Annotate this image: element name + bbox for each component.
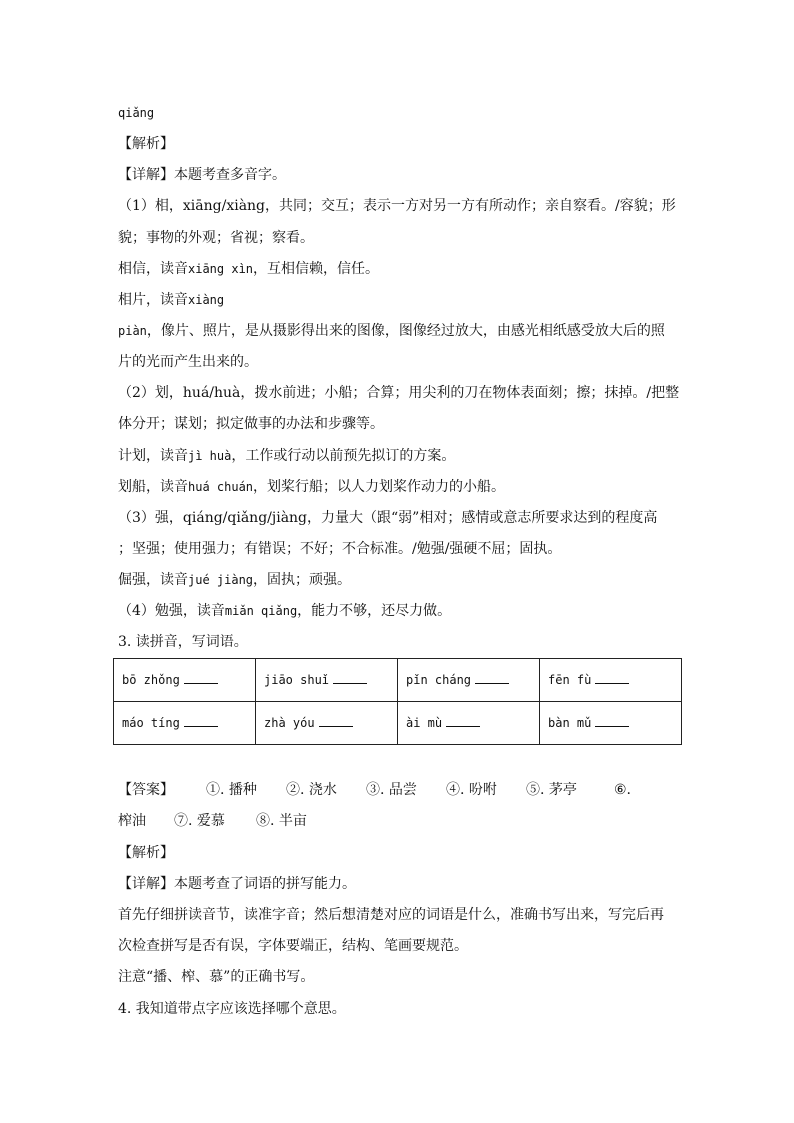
section-heading-analysis: 【解析】 (118, 845, 174, 861)
text-line (118, 259, 678, 279)
pinyin-text: xiàng (188, 293, 225, 307)
answer-item: ④. 吩咐 (446, 782, 497, 798)
text-line (118, 601, 678, 621)
answer-item: ①. 播种 (206, 782, 257, 798)
pinyin-text: jiāo shuǐ (264, 673, 330, 687)
table-cell (540, 659, 682, 702)
text-line: （2）划，huá/huà，拨水前进；小船；合算；用尖利的刀在物体表面刻；擦；抹掉。/把整 (118, 385, 680, 401)
text-line: 注意“播、榨、慕”的正确书写。 (118, 969, 315, 985)
pinyin-text: jì huà (188, 449, 232, 463)
text-line (118, 570, 678, 590)
answer-item: 榨油 (118, 813, 146, 829)
text-line: ；坚强；使用强力；有错误；不好；不合标准。/勉强/强硬不屈；固执。 (118, 541, 562, 557)
text-line (118, 477, 678, 497)
text-segment: 倔强，读音 (118, 572, 188, 588)
pinyin-text: bàn mǔ (548, 716, 592, 730)
pinyin-text: bō zhǒng (122, 673, 180, 687)
text-line: 【详解】本题考查了词语的拼写能力。 (118, 876, 356, 892)
pinyin-text: fēn fù (548, 673, 592, 687)
table-cell (114, 659, 256, 702)
answer-blank (475, 673, 509, 684)
answer-item: ⑦. 爱慕 (174, 813, 225, 829)
answer-blank (319, 716, 353, 727)
text-segment: 计划，读音 (118, 448, 188, 464)
text-segment: ，互相信赖，信任。 (253, 261, 380, 277)
answer-item: ③. 品尝 (366, 782, 417, 798)
text-segment: 划船，读音 (118, 479, 188, 495)
question-title: 3. 读拼音，写词语。 (118, 634, 248, 650)
pinyin-text: pǐn cháng (406, 673, 472, 687)
text-line: （1）相，xiāng/xiàng，共同；交互；表示一方对另一方有所动作；亲自察看。/容貌；形 (118, 198, 676, 214)
table-cell (256, 659, 398, 702)
section-heading-analysis: 【解析】 (118, 136, 174, 152)
text-line (118, 103, 678, 123)
pinyin-text: ài mù (406, 716, 443, 730)
text-line: 貌；事物的外观；省视；察看。 (118, 230, 314, 246)
text-line: 体分开；谋划；拟定做事的办法和步骤等。 (118, 416, 384, 432)
text-segment: ，划桨行船；以人力划桨作动力的小船。 (253, 479, 506, 495)
text-segment: ，工作或行动以前预先拟订的方案。 (231, 448, 456, 464)
answer-blank (595, 673, 629, 684)
table-cell (256, 702, 398, 745)
text-segment: （4）勉强，读音 (118, 603, 225, 619)
pinyin-table (113, 658, 682, 745)
text-line: 次检查拼写是否有误，字体要端正，结构、笔画要规范。 (118, 938, 468, 954)
text-segment: ，像片、照片，是从摄影得出来的图像，图像经过放大，由感光相纸感受放大后的照 (146, 323, 665, 339)
answer-line (118, 811, 678, 831)
text-segment: 相信，读音 (118, 261, 188, 277)
pinyin-text: piàn (118, 324, 147, 338)
answer-item: ⑤. 茅亭 (526, 782, 577, 798)
answer-blank (333, 673, 367, 684)
pinyin-text: miǎn qiǎng (224, 604, 298, 618)
text-segment: ，能力不够，还尽力做。 (297, 603, 452, 619)
text-line (118, 290, 678, 310)
answer-blank (184, 716, 218, 727)
answer-item: ②. 浇水 (286, 782, 337, 798)
text-segment: 相片，读音 (118, 292, 188, 308)
answer-blank (595, 716, 629, 727)
pinyin-text: jué jiàng (188, 573, 254, 587)
question-title: 4. 我知道带点字应该选择哪个意思。 (118, 1001, 346, 1017)
text-line (118, 321, 678, 341)
answer-line (118, 780, 678, 800)
text-line: 片的光而产生出来的。 (118, 354, 258, 370)
table-row (114, 659, 682, 702)
table-cell (398, 702, 540, 745)
pinyin-text: huá chuán (188, 480, 254, 494)
answer-blank (184, 673, 218, 684)
table-cell (114, 702, 256, 745)
answer-label: 【答案】 (118, 782, 174, 798)
answer-item: ⑧. 半亩 (256, 813, 307, 829)
text-segment: ，固执；顽强。 (253, 572, 352, 588)
text-line: （3）强，qiáng/qiǎng/jiàng，力量大（跟“弱”相对；感情或意志所要求达到的程度高 (118, 510, 658, 526)
answer-blank (446, 716, 480, 727)
pinyin-text: máo tíng (122, 716, 180, 730)
text-line: 首先仔细拼读音节，读准字音；然后想清楚对应的词语是什么，准确书写出来，写完后再 (118, 907, 664, 923)
pinyin-text: zhà yóu (264, 716, 315, 730)
pinyin-text: qiǎng (118, 106, 155, 120)
table-cell (540, 702, 682, 745)
pinyin-text: xiāng xìn (188, 262, 254, 276)
text-line: 【详解】本题考查多音字。 (118, 167, 286, 183)
table-cell (398, 659, 540, 702)
text-line (118, 446, 678, 466)
answer-item: ⑥. (614, 782, 632, 798)
table-row (114, 702, 682, 745)
